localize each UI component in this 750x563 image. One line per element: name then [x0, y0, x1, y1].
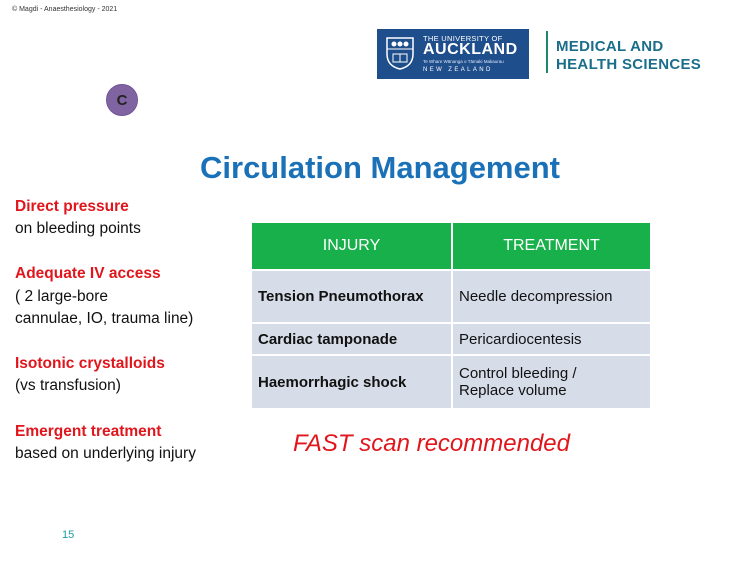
faculty-name-line2: HEALTH SCIENCES	[556, 56, 702, 73]
university-logo	[377, 29, 529, 79]
university-name-line1: THE UNIVERSITY OF	[423, 34, 503, 43]
treatment-line: Control bleeding /	[459, 365, 577, 382]
point-text: (vs transfusion)	[15, 377, 121, 394]
page-number: 15	[62, 529, 75, 541]
slide-title: Circulation Management	[200, 150, 560, 185]
injury-treatment-table	[250, 221, 652, 410]
table-row	[251, 270, 651, 323]
column-header-injury: INJURY	[251, 222, 452, 270]
point-heading: Adequate IV access	[15, 265, 161, 282]
injury-cell: Haemorrhagic shock	[251, 355, 452, 409]
university-maori-name: Te Whare Wānanga o Tāmaki Makaurau	[423, 59, 504, 64]
treatment-cell: Pericardiocentesis	[452, 323, 651, 355]
table-row	[251, 323, 651, 355]
point-text: based on underlying injury	[15, 445, 196, 462]
point-heading: Emergent treatment	[15, 423, 162, 440]
logo-divider	[546, 31, 548, 73]
university-crest-icon	[385, 36, 415, 70]
faculty-name-line1: MEDICAL AND	[556, 38, 664, 55]
point-text: cannulae, IO, trauma line)	[15, 310, 194, 327]
treatment-cell: Needle decompression	[452, 270, 651, 323]
fast-scan-note: FAST scan recommended	[293, 430, 570, 457]
point-text: on bleeding points	[15, 220, 141, 237]
university-name-line2: AUCKLAND	[423, 41, 518, 58]
table-header-row	[251, 222, 651, 270]
treatment-cell	[452, 355, 651, 409]
treatment-line: Replace volume	[459, 382, 567, 399]
injury-cell: Tension Pneumothorax	[251, 270, 452, 323]
point-heading: Direct pressure	[15, 198, 129, 215]
injury-cell: Cardiac tamponade	[251, 323, 452, 355]
section-badge: C	[106, 84, 138, 116]
point-text: ( 2 large-bore	[15, 288, 109, 305]
column-header-treatment: TREATMENT	[452, 222, 651, 270]
point-heading: Isotonic crystalloids	[15, 355, 165, 372]
table-row	[251, 355, 651, 409]
university-country: NEW ZEALAND	[423, 67, 493, 73]
copyright-text: © Magdi - Anaesthesiology - 2021	[12, 6, 118, 13]
